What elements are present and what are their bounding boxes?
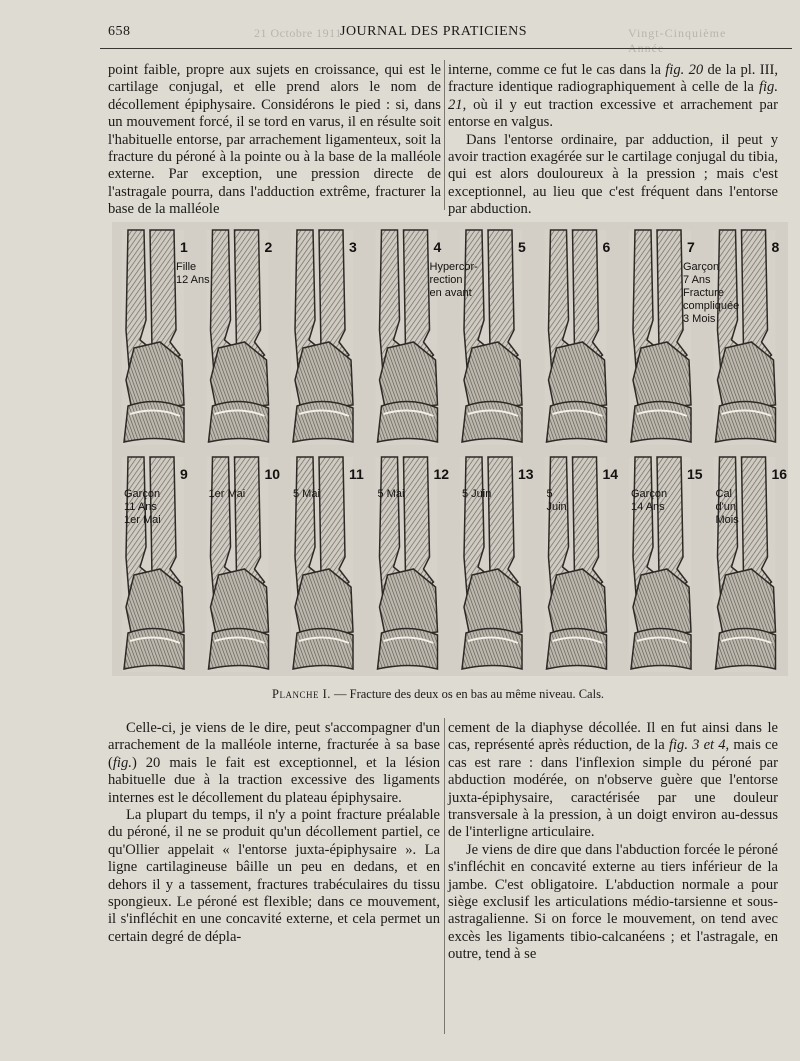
caption-prefix: Planche I. (272, 687, 331, 701)
panel-number: 11 (349, 466, 364, 482)
panel-annotation: 5 Juin (462, 488, 492, 500)
column-top-right (448, 62, 778, 219)
radiograph-panel (291, 230, 353, 445)
show-through-text-left: 21 Octobre 1911 (254, 26, 342, 40)
panel-annotation: 14 Ans (631, 501, 665, 513)
panel-number: 1 (180, 239, 188, 255)
paragraph (448, 720, 778, 842)
panel-number: 5 (518, 239, 526, 255)
panel-annotation: d'un (715, 501, 736, 513)
panel-number: 9 (180, 466, 188, 482)
radiograph-panel (714, 230, 776, 445)
text-run: interne, comme ce fut le cas dans la (448, 62, 666, 78)
panel-annotation: Garçon (683, 261, 720, 273)
panel-annotation: 1er Mai (124, 514, 161, 526)
paragraph: La plupart du temps, il n'y a point fracture préalable du péroné, il ne se produit qu'un décollement partiel, ce qu'Ollier appelait « l'entorse juxta-épiphysaire ». La ligne cartilagineuse bâille un peu en dedans, et en dehors il y a tassement, fractures trabéculaires du tissu spongieux. Le péroné est flexible; dans ce mouvement, il s'infléchit en une concavité externe, et cela permet un certain degré de dépla- (108, 807, 440, 945)
panel-number: 6 (602, 239, 611, 255)
panel-number: 2 (264, 239, 273, 255)
show-through-text-right: Vingt-Cinquième Année (628, 26, 727, 55)
column-divider (444, 718, 445, 1034)
panel-annotation: rection (429, 274, 463, 286)
panel-number: 8 (771, 239, 780, 255)
panel-annotation: Garçon (124, 488, 161, 500)
panel-annotation: Garçon (631, 488, 668, 500)
panel-annotation: Fracture (683, 287, 724, 299)
column-top-left (108, 62, 441, 219)
panel-annotation: 3 Mois (683, 313, 716, 325)
panel-number: 15 (687, 466, 703, 482)
radiograph-panel (545, 457, 607, 672)
radiograph-panel (122, 230, 184, 445)
column-bottom-left (108, 720, 440, 946)
panel-number: 14 (602, 466, 619, 482)
figure-ref: fig. 20 (665, 62, 704, 78)
radiograph-panel (545, 230, 607, 445)
panel-annotation: Juin (546, 501, 567, 513)
page-number: 658 (108, 24, 131, 39)
caption-text: — Fracture des deux os en bas au même niveau. Cals. (330, 687, 605, 701)
column-bottom-right (448, 720, 778, 964)
panel-number: 12 (433, 466, 450, 482)
panel-annotation: 5 Mai (293, 488, 320, 500)
panel-annotation: 7 Ans (683, 274, 711, 286)
panel-number: 4 (433, 239, 442, 255)
figure-ref: fig. 3 et 4 (668, 737, 726, 754)
paragraph: Je viens de dire que dans l'abduction forcée le péroné s'infléchit en concavité externe au tiers inférieur de la jambe. C'est obligatoire. L'abduction normale a pour siège exclusif les articulations médio-tarsienne et sous-astragalienne. Si on force le mouvement, on tend avec excès les ligaments tibio-calcanéens ; et l'astragale, en outre, tend à se (448, 841, 778, 963)
panel-number: 13 (518, 466, 534, 482)
text-run: Celle-ci, je viens de le dire, peut s'accompagner d'un arrachement de la malléole interne, fracturée à sa base ( (108, 720, 440, 771)
panel-annotation: Fille (176, 261, 197, 273)
text-run: cement de la diaphyse décollée. Il en fut ainsi dans le cas, représenté après réduction, de la (448, 720, 778, 754)
panel-number: 3 (349, 239, 357, 255)
figure-ref: fig. 21 (448, 79, 778, 113)
panel-annotation: Mois (715, 514, 739, 526)
journal-title: JOURNAL DES PRATICIENS (340, 24, 528, 39)
radiograph-panel (629, 230, 691, 445)
text-run: , mais ce cas est rare : dans l'inflexion simple du péroné par abduction modérée, on n'observe guère que l'entorse juxta-épiphysaire, caractérisée par une douleur transversale à la pression, à un doigt environ au-dessus de l'interligne articulaire. (448, 737, 778, 841)
paragraph (108, 720, 440, 807)
panel-annotation: Cal (715, 488, 733, 500)
paragraph: Dans l'entorse ordinaire, par adduction, il peut y avoir traction exagérée sur le cartilage conjugal du tibia, qui est alors douloureux à la pression ; mais c'est exceptionnel, au lieu que c'est fréquent dans l'entorse par abduction. (448, 131, 778, 218)
panel-annotation: 5 Mai (377, 488, 405, 500)
panel-annotation: 1er Mai (208, 488, 246, 500)
panel-annotation: 11 Ans (124, 501, 157, 513)
header-rule (100, 48, 792, 49)
column-divider (444, 60, 445, 210)
paragraph (448, 62, 778, 132)
paragraph: point faible, propre aux sujets en croissance, qui est le cartilage conjugal, et elle prend alors le nom de décollement épiphysaire. Considérons le pied : si, dans un mouvement forcé, il se tord en varus, il en résulte soit l'habituelle entorse, par arrachement ligamenteux, soit la fracture du péroné à la pointe ou à la base de la malléole externe. Par exception, une pression directe de l'astragale pourra, dans l'adduction extrême, fracturer la base de la malléole (108, 62, 441, 218)
text-run: de la pl. III, fracture identique radiographiquement à celle de la (448, 62, 778, 96)
plate-caption (272, 687, 604, 702)
panel-number: 7 (687, 239, 695, 255)
text-run: , où il y eut traction excessive et arrachement par entorse en valgus. (448, 96, 778, 131)
panel-annotation: 5 (546, 488, 553, 500)
text-run: ) 20 mais le fait est exceptionnel, et la lésion habituelle due à la traction excessive des ligaments internes est le décollement du plateau épiphysaire. (108, 754, 440, 806)
panel-number: 16 (771, 466, 788, 482)
plate-illustration (112, 222, 788, 676)
panel-number: 10 (264, 466, 281, 482)
radiograph-panel (207, 230, 269, 445)
panel-annotation: Hypercor- (429, 261, 478, 273)
panel-annotation: compliquée (683, 300, 740, 312)
figure-ref: fig. (112, 754, 132, 771)
running-header (108, 24, 760, 55)
panel-annotation: en avant (429, 287, 472, 299)
panel-annotation: 12 Ans (176, 274, 210, 286)
radiograph-panel (376, 230, 438, 445)
